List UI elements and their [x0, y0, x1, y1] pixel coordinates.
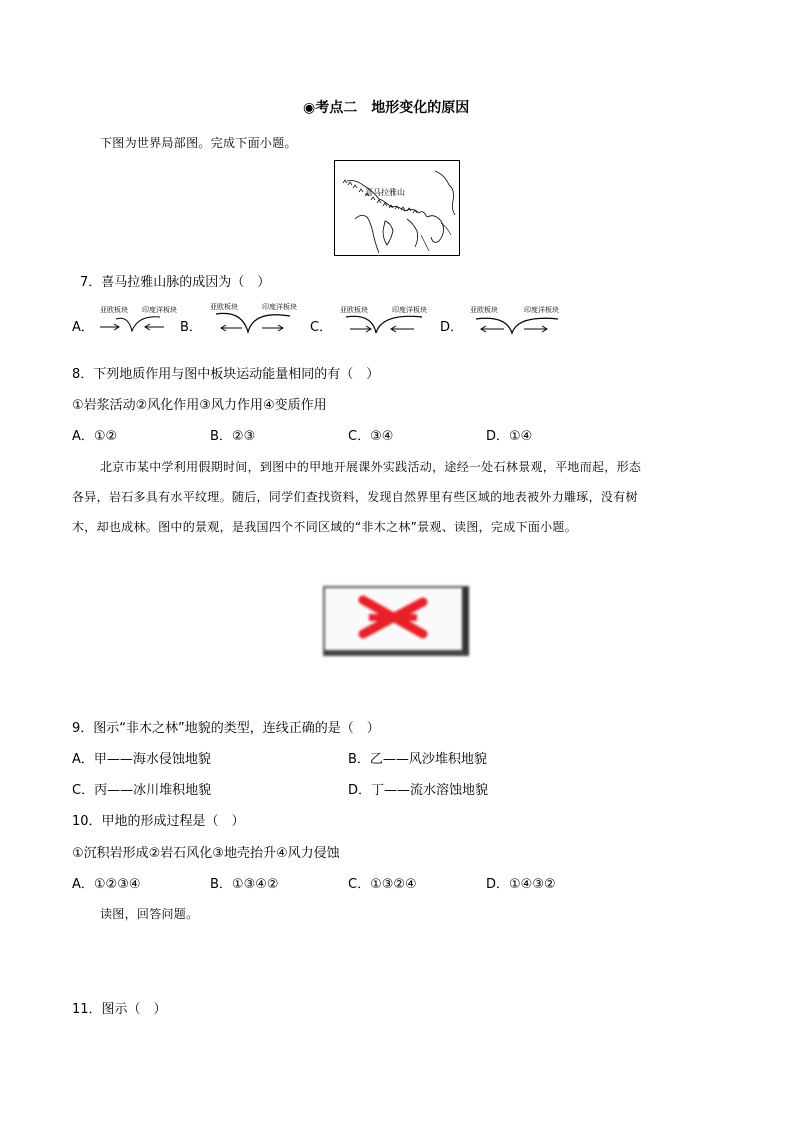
q10-option-c[interactable]: C．①③②④	[348, 877, 417, 892]
q7-b-right-plate: 印度洋板块	[262, 303, 297, 311]
map-label-himalaya: 喜马拉雅山	[365, 188, 405, 197]
q8-option-c[interactable]: C．③④	[348, 429, 394, 444]
q8-option-a[interactable]: A．①②	[72, 429, 118, 444]
intro-text: 下图为世界局部图。完成下面小题。	[100, 136, 297, 150]
q7-option-d-letter[interactable]: D．	[440, 320, 464, 335]
q10-option-b[interactable]: B．①③④②	[210, 877, 279, 892]
q9-option-d[interactable]: D．丁——流水溶蚀地貌	[348, 783, 489, 798]
q7-option-a-letter[interactable]: A．	[72, 320, 94, 335]
passage-line-3: 木，却也成林。图中的景观，是我国四个不同区域的“非木之林”景观、读图，完成下面小题。	[72, 520, 578, 534]
question-8-items: ①岩浆活动②风化作用③风力作用④变质作用	[72, 398, 327, 413]
q7-b-left-plate: 亚欧板块	[210, 303, 238, 311]
q7-option-c-letter[interactable]: C．	[310, 320, 333, 335]
q7-option-b-letter[interactable]: B．	[180, 320, 202, 335]
q7-option-d-diagram[interactable]	[466, 305, 570, 337]
red-x-icon	[325, 588, 461, 648]
q10-option-a[interactable]: A．①②③④	[72, 877, 141, 892]
question-8-stem: 8．下列地质作用与图中板块运动能量相同的有（ ）	[72, 367, 380, 382]
q7-d-right-plate: 印度洋板块	[524, 306, 559, 314]
q8-option-d[interactable]: D．①④	[486, 429, 533, 444]
q8-option-b[interactable]: B．②③	[210, 429, 256, 444]
question-10-items: ①沉积岩形成②岩石风化③地壳抬升④风力侵蚀	[72, 846, 340, 861]
q9-option-b[interactable]: B．乙——风沙堆积地貌	[348, 752, 487, 767]
section-title: ◉考点二 地形变化的原因	[303, 100, 470, 116]
q7-d-left-plate: 亚欧板块	[470, 306, 498, 314]
q9-option-c[interactable]: C．丙——冰川堆积地貌	[72, 783, 212, 798]
passage-line-2: 各异，岩石多具有水平纹理。随后，同学们查找资料，发现自然界里有些区域的地表被外力雕琢，没有树	[72, 490, 638, 504]
q9-option-a[interactable]: A．甲——海水侵蚀地貌	[72, 752, 211, 767]
intro-text-3: 读图，回答问题。	[100, 907, 199, 921]
question-9-stem: 9．图示“非木之林”地貌的类型，连线正确的是（ ）	[72, 721, 380, 736]
himalaya-map	[334, 160, 460, 256]
q7-a-left-plate: 亚欧板块	[100, 306, 128, 314]
question-10-stem: 10．甲地的形成过程是（ ）	[72, 814, 245, 829]
q7-c-left-plate: 亚欧板块	[340, 306, 368, 314]
q10-option-d[interactable]: D．①④③②	[486, 877, 556, 892]
q7-option-b-diagram[interactable]	[206, 302, 304, 336]
broken-image-placeholder	[323, 586, 469, 656]
passage-line-1: 北京市某中学利用假期时间，到图中的甲地开展课外实践活动，途经一处石林景观，平地而起，形态	[100, 460, 642, 474]
q7-option-a-diagram[interactable]	[96, 305, 180, 335]
q7-a-right-plate: 印度洋板块	[142, 306, 177, 314]
q7-c-right-plate: 印度洋板块	[392, 306, 427, 314]
question-7-stem: 7．喜马拉雅山脉的成因为（ ）	[80, 275, 271, 290]
q7-option-c-diagram[interactable]	[336, 305, 434, 337]
coastline-sketch	[335, 161, 459, 255]
question-11-stem: 11．图示（ ）	[72, 1002, 167, 1017]
